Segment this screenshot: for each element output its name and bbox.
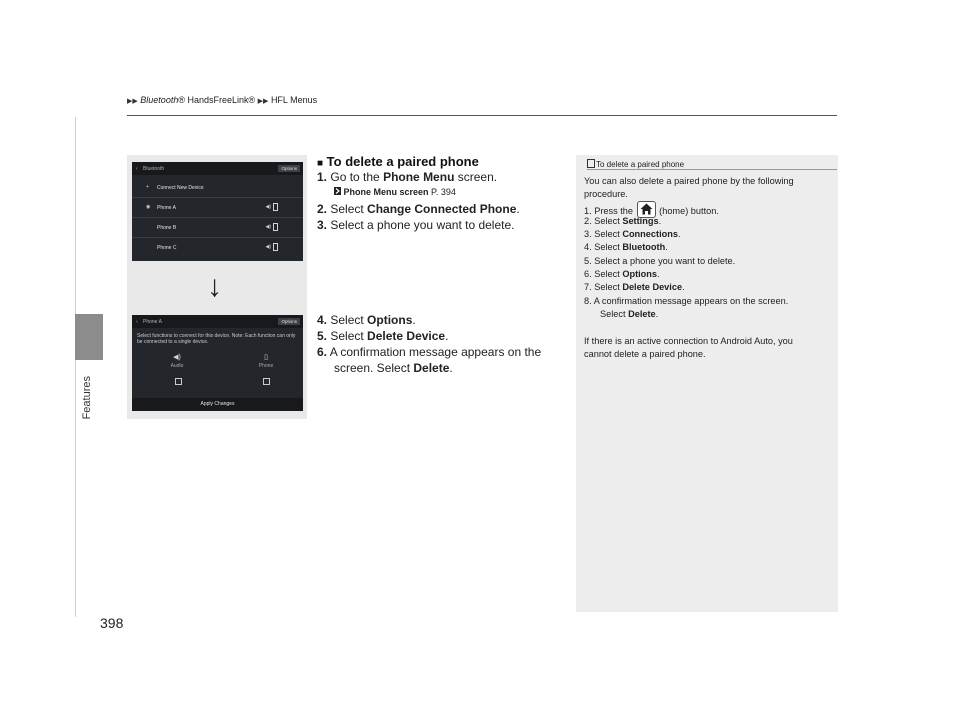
options-button[interactable]: Options [278, 165, 300, 172]
list-item-label: Phone C [157, 245, 177, 251]
reference-page: P. 394 [428, 187, 456, 197]
step-text: screen. Select [334, 361, 414, 375]
back-icon: ‹ [136, 318, 138, 325]
audio-icon: ◀) [265, 204, 271, 210]
note-line: 7. Select Delete Device. [584, 282, 685, 292]
phone-checkbox[interactable] [263, 378, 270, 385]
function-label: Phone [258, 363, 274, 369]
note-box [576, 155, 838, 612]
list-item[interactable] [132, 180, 303, 198]
step-number: 2. [317, 202, 328, 216]
breadcrumb-handsfreelink: ® HandsFreeLink® [178, 95, 256, 105]
note-icon [587, 159, 595, 168]
header-rule [127, 115, 837, 116]
section-heading-text: To delete a paired phone [326, 154, 479, 169]
down-arrow-icon: ↓ [207, 270, 222, 303]
note-line: Select Delete. [600, 309, 659, 319]
back-icon: ‹ [136, 165, 138, 172]
step-number: 5. [317, 329, 328, 343]
step [317, 313, 416, 327]
step-text: . [412, 313, 416, 327]
step-text: Go to the [330, 170, 384, 184]
step-text: Select a phone you want to delete. [330, 218, 515, 232]
note-line: procedure. [584, 189, 628, 199]
note-line: 8. A confirmation message appears on the screen. [584, 296, 789, 306]
phone-icon [273, 243, 278, 251]
note-line: 4. Select Bluetooth. [584, 242, 668, 252]
step-text: . [516, 202, 520, 216]
step [317, 345, 541, 359]
section-label: Features [81, 376, 93, 420]
step-text: Select [330, 329, 368, 343]
section-heading [317, 154, 479, 169]
note-line: If there is an active connection to Android Auto, you [584, 336, 793, 346]
note-step-text: (home) button. [659, 206, 719, 216]
breadcrumb-hfl-menus: HFL Menus [270, 95, 318, 105]
reference-arrow-icon [334, 187, 341, 195]
note-bold: Options [622, 269, 658, 279]
step-continuation [334, 361, 453, 375]
step-number: 3. [317, 218, 328, 232]
note-rule [587, 169, 837, 170]
step-bold: Delete Device [367, 329, 446, 343]
phone-icon [273, 203, 278, 211]
note-bold: Delete [628, 309, 656, 319]
audio-icon: ◀) [173, 354, 181, 361]
screen-description: Select functions to connect for this device. Note: Each function can only be connected to a single device. [137, 333, 296, 345]
step-bold: Phone Menu [383, 170, 455, 184]
list-item[interactable] [132, 220, 303, 238]
phone-icon: ▯ [264, 354, 268, 361]
function-phone[interactable] [241, 353, 291, 369]
step-text: Select [330, 202, 368, 216]
breadcrumb-arrow-icon: ▶▶ [257, 98, 269, 105]
step-number: 4. [317, 313, 328, 327]
cross-reference [334, 187, 456, 197]
side-rail [75, 117, 76, 617]
note-bold: Delete Device [622, 282, 683, 292]
step-text: A confirmation message appears on the [329, 345, 542, 359]
step [317, 170, 497, 184]
breadcrumb-arrow-icon: ▶▶ [127, 98, 138, 105]
note-line: 5. Select a phone you want to delete. [584, 256, 736, 266]
note-line: You can also delete a paired phone by the following [584, 176, 794, 186]
apply-changes-button[interactable]: Apply Changes [132, 398, 303, 411]
screen-title: Bluetooth [143, 166, 165, 172]
reference-title: Phone Menu screen [343, 187, 429, 197]
function-label: Audio [170, 363, 184, 369]
step-bold: Change Connected Phone [367, 202, 517, 216]
list-item-label: Phone A [157, 205, 176, 211]
step-text: . [449, 361, 453, 375]
step [317, 202, 520, 216]
section-tab [75, 314, 103, 360]
list-item-label: Phone B [157, 225, 177, 231]
breadcrumb-bluetooth: Bluetooth [140, 95, 179, 105]
audio-icon: ◀) [265, 224, 271, 230]
breadcrumb [127, 95, 317, 105]
note-line: 3. Select Connections. [584, 229, 681, 239]
step-bold: Delete [413, 361, 450, 375]
function-audio[interactable] [152, 353, 202, 369]
note-line: cannot delete a paired phone. [584, 349, 706, 359]
step-bold: Options [367, 313, 413, 327]
screen-title-bar [132, 162, 303, 175]
screen-title-bar [132, 315, 303, 328]
step [317, 218, 515, 232]
square-bullet-icon: ■ [317, 158, 324, 169]
step-text: . [445, 329, 449, 343]
page-number: 398 [100, 615, 124, 631]
phone-icon [273, 223, 278, 231]
note-step-text: 1. Press the [584, 206, 634, 216]
note-title-text: To delete a paired phone [596, 160, 685, 169]
note-title [587, 159, 684, 169]
step-number: 1. [317, 170, 328, 184]
list-item[interactable] [132, 240, 303, 257]
plus-icon: + [146, 184, 149, 190]
step-number: 6. [317, 345, 328, 359]
note-line: 6. Select Options. [584, 269, 660, 279]
step [317, 329, 448, 343]
note-bold: Settings [622, 216, 659, 226]
list-item[interactable] [132, 200, 303, 218]
connected-icon: ◉ [146, 204, 151, 210]
step-text: Select [330, 313, 368, 327]
bluetooth-screen [132, 162, 303, 261]
list-item-label: Connect New Device [157, 185, 204, 191]
audio-icon: ◀) [265, 244, 271, 250]
note-line: 2. Select Settings. [584, 216, 662, 226]
audio-checkbox[interactable] [175, 378, 182, 385]
note-bold: Connections [622, 229, 678, 239]
phone-a-screen [132, 315, 303, 411]
screen-title: Phone A [143, 319, 162, 325]
options-button[interactable]: Options [278, 318, 300, 325]
note-bold: Bluetooth [622, 242, 666, 252]
step-text: screen. [454, 170, 498, 184]
